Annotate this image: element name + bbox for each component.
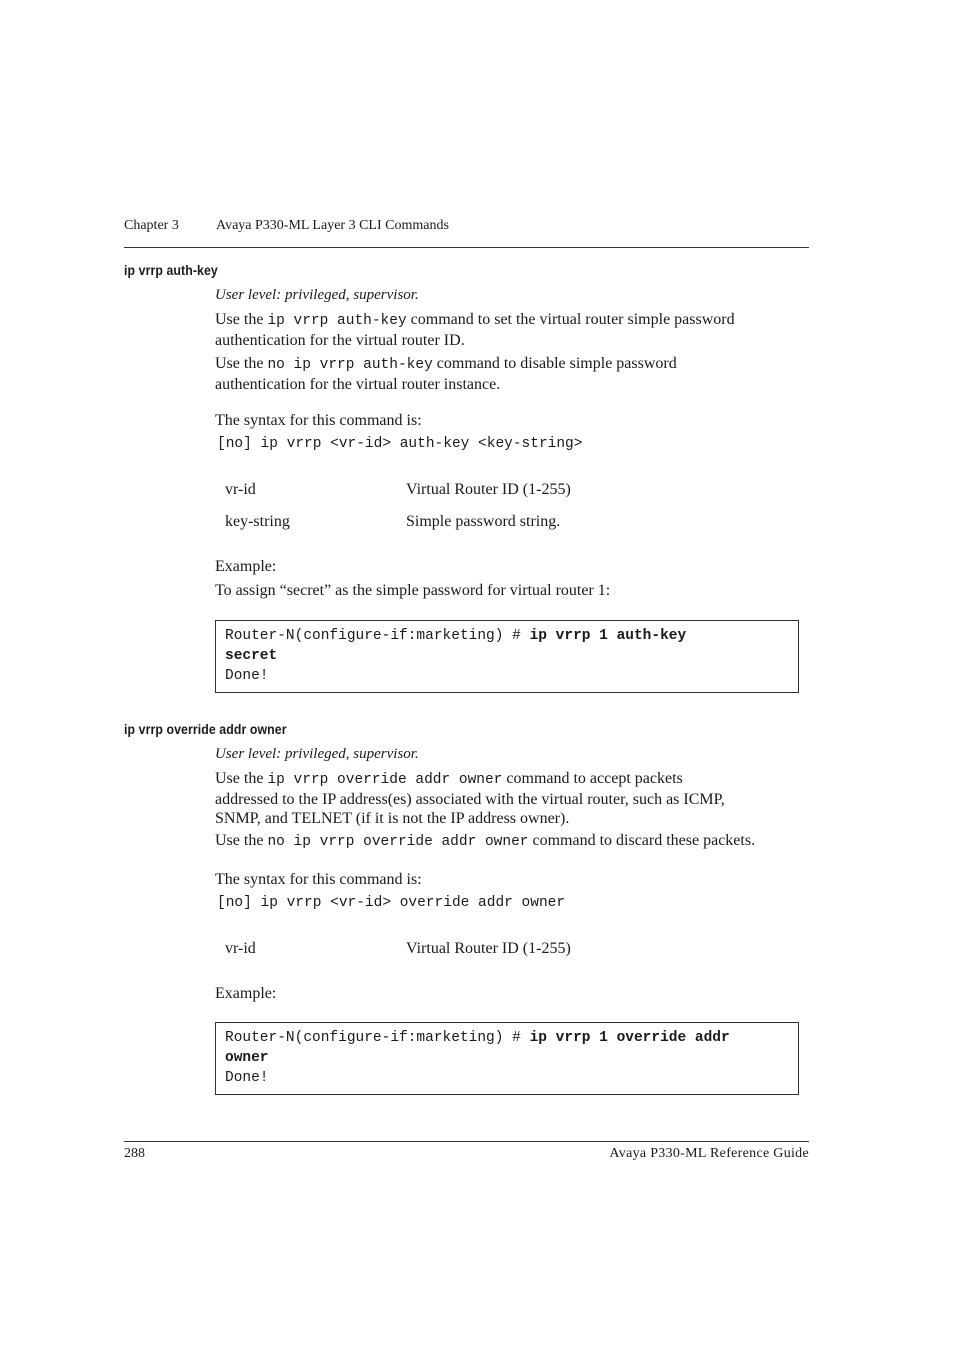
footer-rule — [124, 1141, 809, 1142]
header-title: Avaya P330-ML Layer 3 CLI Commands — [216, 218, 449, 233]
description-paragraph — [215, 769, 825, 828]
code-command: ip vrrp 1 override addr — [529, 1030, 730, 1046]
header-rule — [124, 247, 809, 248]
code-result: Done! — [225, 1070, 269, 1086]
syntax-intro: The syntax for this command is: — [215, 412, 422, 429]
text: command to accept packets — [502, 770, 683, 787]
param-desc: Virtual Router ID (1-255) — [406, 940, 571, 957]
section-heading: ip vrrp override addr owner — [124, 721, 287, 737]
code-command: owner — [225, 1050, 269, 1066]
code-example-box — [215, 620, 799, 693]
text: addressed to the IP address(es) associated with the virtual router, such as ICMP, — [215, 791, 725, 808]
footer-guide-title: Avaya P330-ML Reference Guide — [609, 1146, 809, 1161]
param-desc: Simple password string. — [406, 513, 561, 530]
code-example-box — [215, 1022, 799, 1095]
header-chapter: Chapter 3 — [124, 218, 179, 233]
user-level: User level: privileged, supervisor. — [215, 746, 419, 762]
text: Use the — [215, 311, 268, 328]
text: authentication for the virtual router ID. — [215, 332, 465, 349]
text: command to disable simple password — [432, 355, 677, 372]
text: Use the — [215, 355, 268, 372]
user-level: User level: privileged, supervisor. — [215, 287, 419, 303]
syntax-line: [no] ip vrrp <vr-id> override addr owner — [217, 895, 566, 911]
text: command to discard these packets. — [528, 832, 756, 849]
param-name: key-string — [225, 513, 290, 530]
param-desc: Virtual Router ID (1-255) — [406, 481, 571, 498]
page-number: 288 — [124, 1146, 145, 1161]
param-name: vr-id — [225, 940, 256, 957]
section-heading: ip vrrp auth-key — [124, 262, 218, 278]
code-prompt: Router-N(configure-if:marketing) # — [225, 1030, 530, 1046]
code-command: ip vrrp 1 auth-key — [529, 628, 687, 644]
text: Use the — [215, 770, 268, 787]
syntax-intro: The syntax for this command is: — [215, 871, 422, 888]
param-name: vr-id — [225, 481, 256, 498]
code-result: Done! — [225, 668, 269, 684]
example-label: Example: — [215, 985, 277, 1002]
description-paragraph — [215, 354, 815, 394]
code-prompt: Router-N(configure-if:marketing) # — [225, 628, 530, 644]
code-command: secret — [225, 648, 278, 664]
text: authentication for the virtual router instance. — [215, 376, 501, 393]
inline-code: no ip vrrp auth-key — [267, 357, 433, 373]
text: command to set the virtual router simple password — [406, 311, 735, 328]
inline-code: ip vrrp override addr owner — [267, 772, 503, 788]
description-paragraph — [215, 831, 835, 852]
inline-code: ip vrrp auth-key — [267, 313, 407, 329]
text: Use the — [215, 832, 268, 849]
example-label: Example: — [215, 558, 277, 575]
example-description: To assign “secret” as the simple password for virtual router 1: — [215, 582, 611, 599]
description-paragraph — [215, 310, 815, 350]
text: SNMP, and TELNET (if it is not the IP address owner). — [215, 810, 570, 827]
syntax-line: [no] ip vrrp <vr-id> auth-key <key-string> — [217, 436, 583, 452]
inline-code: no ip vrrp override addr owner — [267, 834, 529, 850]
